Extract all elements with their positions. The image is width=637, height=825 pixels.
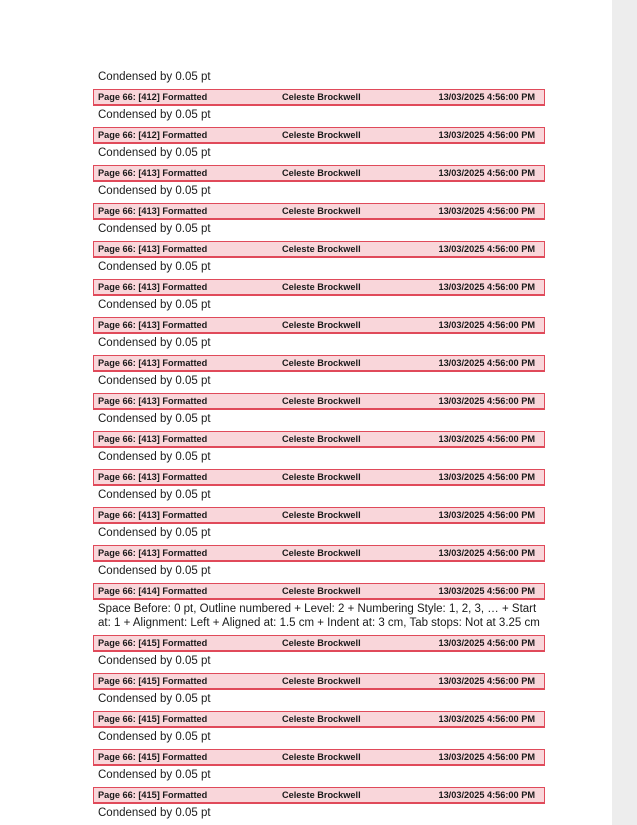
- change-detail: Condensed by 0.05 pt: [98, 565, 211, 577]
- change-date: 13/03/2025 4:56:00 PM: [438, 168, 535, 178]
- change-detail: Condensed by 0.05 pt: [98, 731, 211, 743]
- change-author: Celeste Brockwell: [282, 168, 361, 178]
- change-date: 13/03/2025 4:56:00 PM: [438, 92, 535, 102]
- change-author: Celeste Brockwell: [282, 396, 361, 406]
- change-header: [93, 89, 545, 106]
- change-header: [93, 507, 545, 524]
- change-author: Celeste Brockwell: [282, 548, 361, 558]
- change-author: Celeste Brockwell: [282, 790, 361, 800]
- change-label: Page 66: [412] Formatted: [98, 130, 208, 140]
- change-detail: Condensed by 0.05 pt: [98, 375, 211, 387]
- change-label: Page 66: [413] Formatted: [98, 396, 208, 406]
- change-header: [93, 355, 545, 372]
- change-label: Page 66: [414] Formatted: [98, 586, 208, 596]
- change-label: Page 66: [413] Formatted: [98, 168, 208, 178]
- change-detail: Condensed by 0.05 pt: [98, 489, 211, 501]
- change-header: [93, 583, 545, 600]
- change-author: Celeste Brockwell: [282, 676, 361, 686]
- change-date: 13/03/2025 4:56:00 PM: [438, 358, 535, 368]
- change-label: Page 66: [413] Formatted: [98, 548, 208, 558]
- change-date: 13/03/2025 4:56:00 PM: [438, 130, 535, 140]
- change-detail: Space Before: 0 pt, Outline numbered + Level: 2 + Numbering Style: 1, 2, 3, … + Start at: 1 + Alignment: Left + Aligned at: 1.5 cm + Indent at: 3 cm, Tab stops: Not at 3.25 cm: [98, 603, 540, 629]
- change-author: Celeste Brockwell: [282, 206, 361, 216]
- change-detail: Condensed by 0.05 pt: [98, 261, 211, 273]
- change-header: [93, 673, 545, 690]
- change-header: [93, 431, 545, 448]
- change-author: Celeste Brockwell: [282, 92, 361, 102]
- change-header: [93, 203, 545, 220]
- change-date: 13/03/2025 4:56:00 PM: [438, 282, 535, 292]
- change-date: 13/03/2025 4:56:00 PM: [438, 752, 535, 762]
- change-date: 13/03/2025 4:56:00 PM: [438, 244, 535, 254]
- change-label: Page 66: [413] Formatted: [98, 244, 208, 254]
- change-label: Page 66: [415] Formatted: [98, 638, 208, 648]
- change-label: Page 66: [415] Formatted: [98, 790, 208, 800]
- change-label: Page 66: [413] Formatted: [98, 510, 208, 520]
- change-date: 13/03/2025 4:56:00 PM: [438, 434, 535, 444]
- change-header: [93, 127, 545, 144]
- change-header: [93, 317, 545, 334]
- change-author: Celeste Brockwell: [282, 434, 361, 444]
- change-author: Celeste Brockwell: [282, 472, 361, 482]
- change-header: [93, 545, 545, 562]
- change-header: [93, 469, 545, 486]
- change-label: Page 66: [415] Formatted: [98, 676, 208, 686]
- change-author: Celeste Brockwell: [282, 752, 361, 762]
- change-detail: Condensed by 0.05 pt: [98, 413, 211, 425]
- change-detail: Condensed by 0.05 pt: [98, 807, 211, 819]
- change-detail: Condensed by 0.05 pt: [98, 147, 211, 159]
- leading-change-detail: Condensed by 0.05 pt: [98, 71, 211, 83]
- change-author: Celeste Brockwell: [282, 586, 361, 596]
- change-label: Page 66: [413] Formatted: [98, 282, 208, 292]
- change-label: Page 66: [413] Formatted: [98, 434, 208, 444]
- change-label: Page 66: [413] Formatted: [98, 206, 208, 216]
- change-detail: Condensed by 0.05 pt: [98, 185, 211, 197]
- change-label: Page 66: [412] Formatted: [98, 92, 208, 102]
- change-label: Page 66: [415] Formatted: [98, 714, 208, 724]
- change-detail: Condensed by 0.05 pt: [98, 223, 211, 235]
- change-date: 13/03/2025 4:56:00 PM: [438, 396, 535, 406]
- scrollbar-track[interactable]: [612, 0, 637, 825]
- change-header: [93, 241, 545, 258]
- change-author: Celeste Brockwell: [282, 358, 361, 368]
- change-detail: Condensed by 0.05 pt: [98, 299, 211, 311]
- change-author: Celeste Brockwell: [282, 244, 361, 254]
- change-detail: Condensed by 0.05 pt: [98, 527, 211, 539]
- change-header: [93, 711, 545, 728]
- change-detail: Condensed by 0.05 pt: [98, 451, 211, 463]
- change-date: 13/03/2025 4:56:00 PM: [438, 472, 535, 482]
- change-date: 13/03/2025 4:56:00 PM: [438, 548, 535, 558]
- change-author: Celeste Brockwell: [282, 130, 361, 140]
- change-date: 13/03/2025 4:56:00 PM: [438, 320, 535, 330]
- change-date: 13/03/2025 4:56:00 PM: [438, 586, 535, 596]
- change-header: [93, 635, 545, 652]
- change-detail: Condensed by 0.05 pt: [98, 769, 211, 781]
- change-date: 13/03/2025 4:56:00 PM: [438, 206, 535, 216]
- change-label: Page 66: [413] Formatted: [98, 358, 208, 368]
- change-date: 13/03/2025 4:56:00 PM: [438, 790, 535, 800]
- change-detail: Condensed by 0.05 pt: [98, 655, 211, 667]
- change-author: Celeste Brockwell: [282, 714, 361, 724]
- change-author: Celeste Brockwell: [282, 320, 361, 330]
- change-label: Page 66: [413] Formatted: [98, 320, 208, 330]
- change-author: Celeste Brockwell: [282, 510, 361, 520]
- change-detail: Condensed by 0.05 pt: [98, 109, 211, 121]
- change-date: 13/03/2025 4:56:00 PM: [438, 676, 535, 686]
- change-date: 13/03/2025 4:56:00 PM: [438, 714, 535, 724]
- change-header: [93, 279, 545, 296]
- change-label: Page 66: [413] Formatted: [98, 472, 208, 482]
- tracked-changes-list: [93, 68, 545, 825]
- change-date: 13/03/2025 4:56:00 PM: [438, 510, 535, 520]
- change-author: Celeste Brockwell: [282, 638, 361, 648]
- change-date: 13/03/2025 4:56:00 PM: [438, 638, 535, 648]
- change-label: Page 66: [415] Formatted: [98, 752, 208, 762]
- change-header: [93, 749, 545, 766]
- change-header: [93, 787, 545, 804]
- change-header: [93, 165, 545, 182]
- change-author: Celeste Brockwell: [282, 282, 361, 292]
- change-detail: Condensed by 0.05 pt: [98, 693, 211, 705]
- change-detail: Condensed by 0.05 pt: [98, 337, 211, 349]
- change-header: [93, 393, 545, 410]
